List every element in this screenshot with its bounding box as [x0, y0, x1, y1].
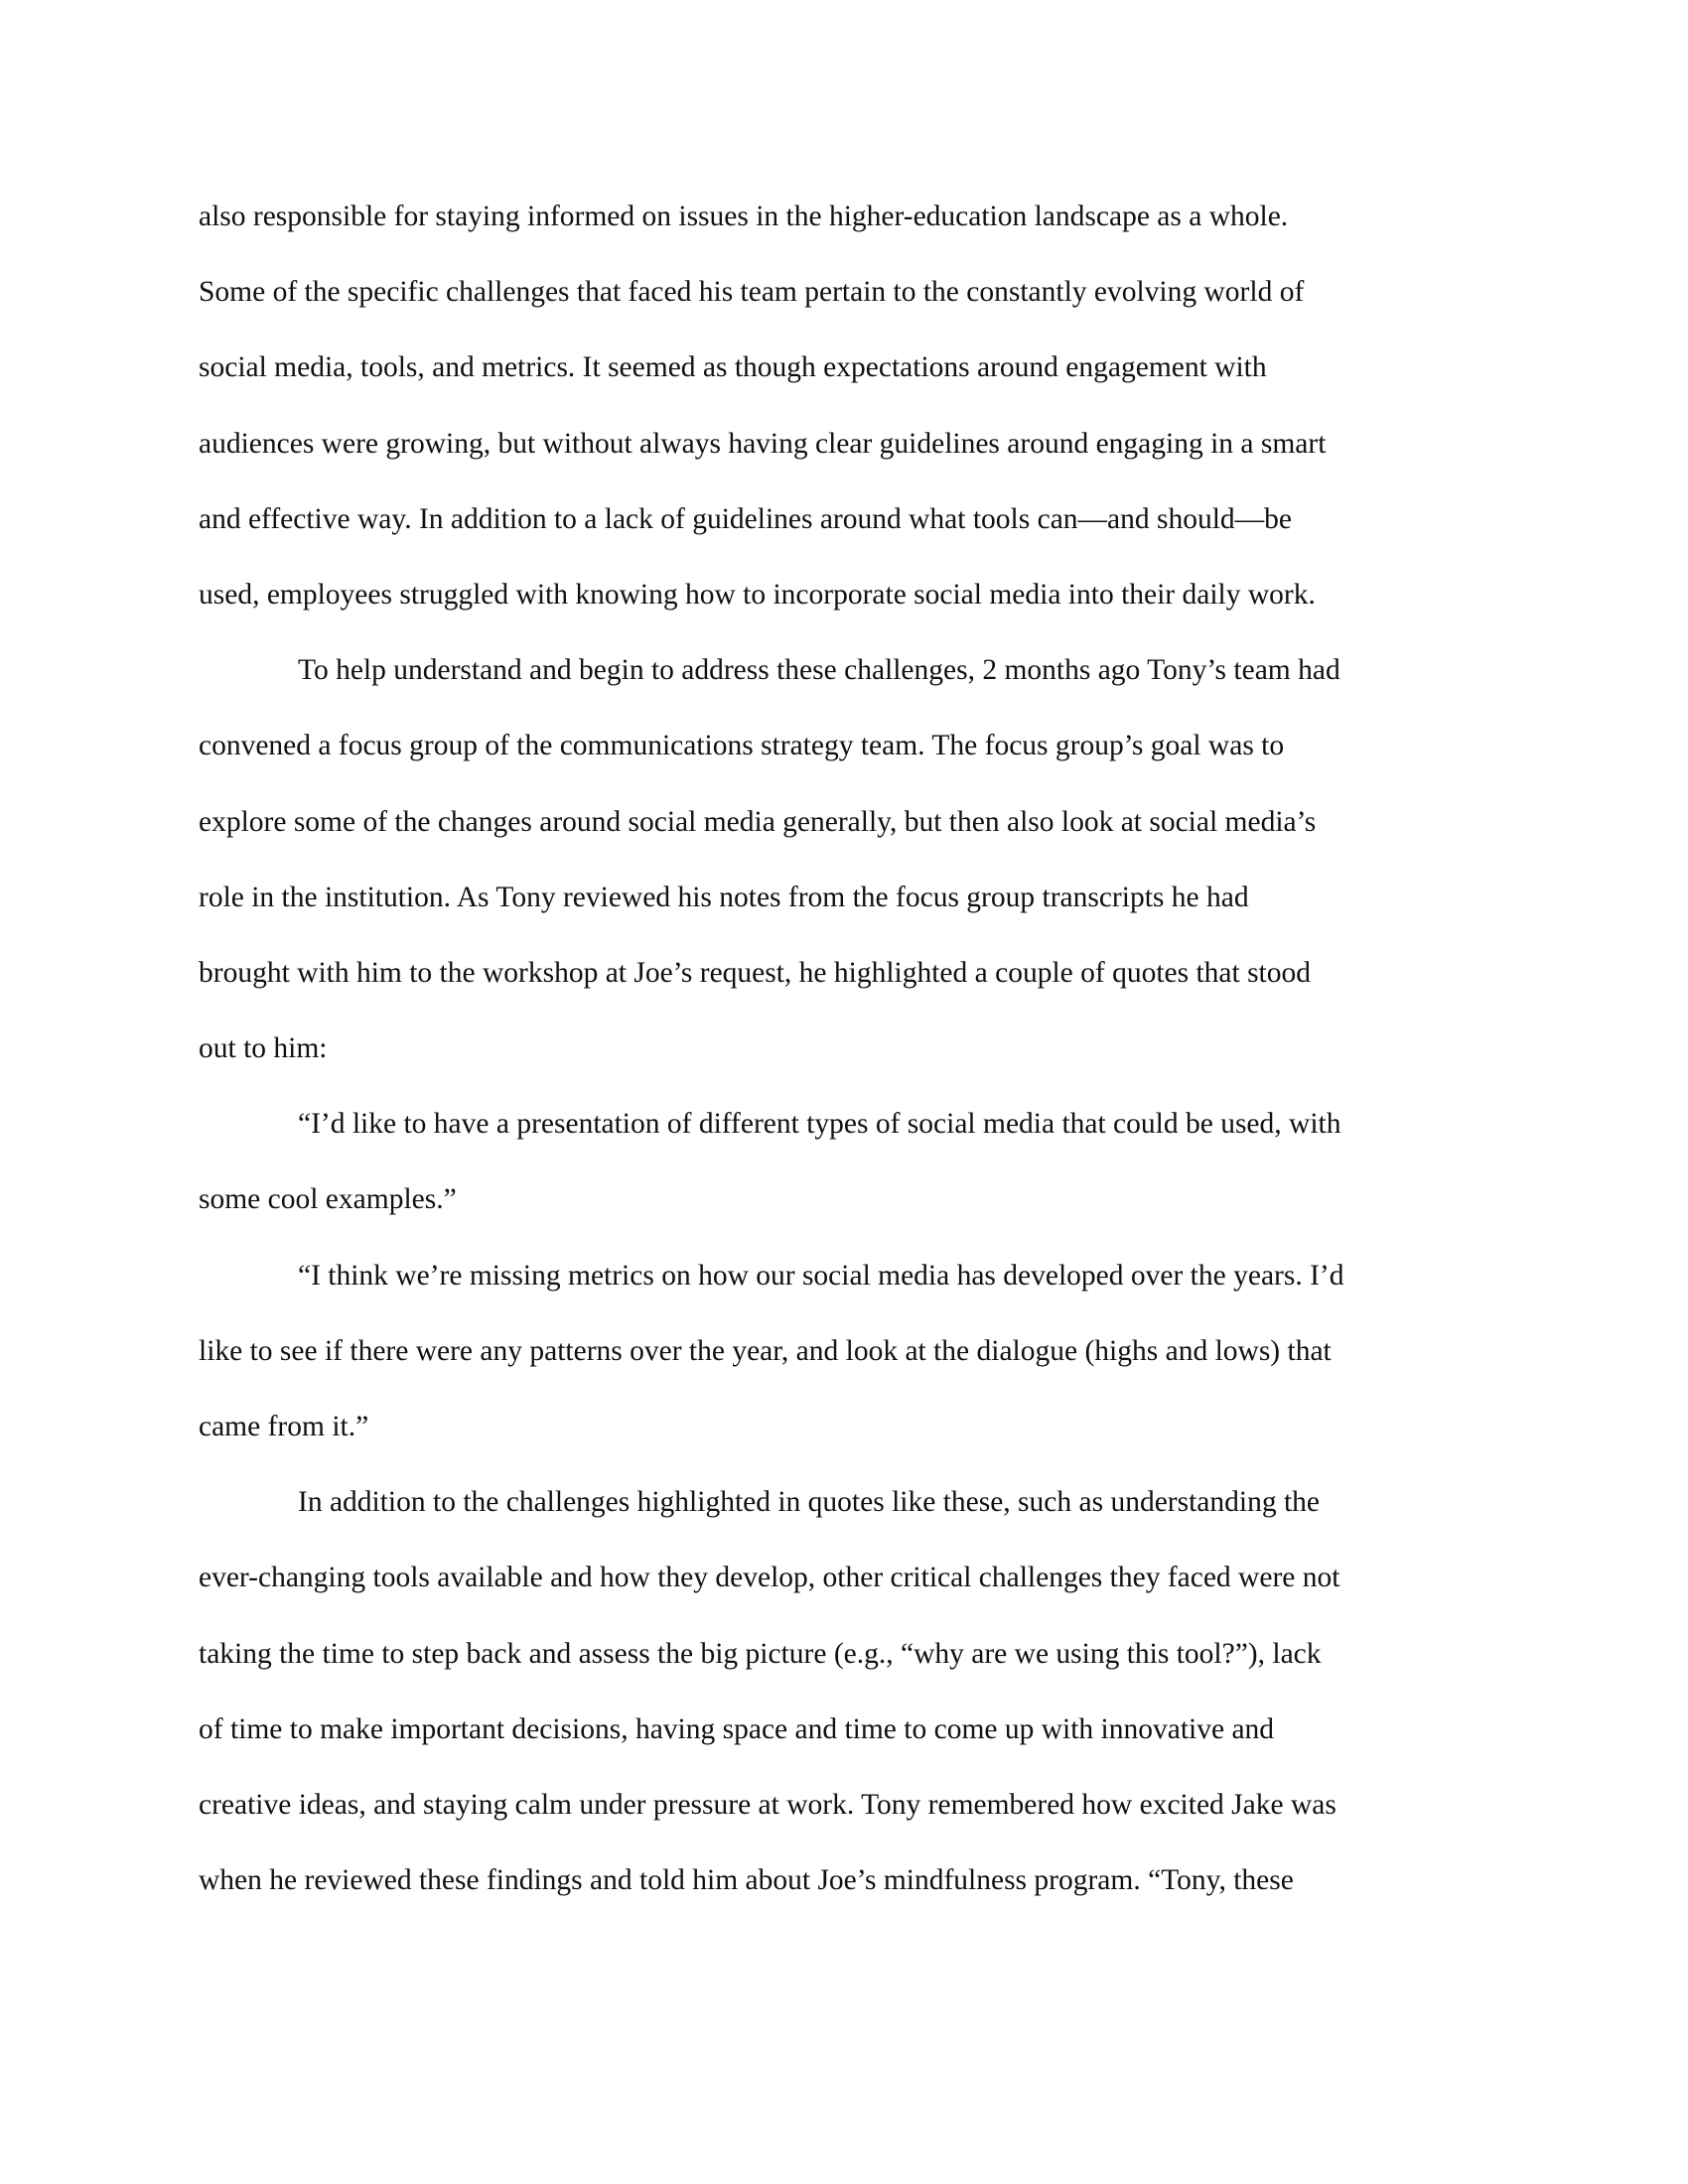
text-line: used, employees struggled with knowing how to incorporate social media into their daily work. [199, 578, 1316, 611]
text-line: role in the institution. As Tony reviewed his notes from the focus group transcripts he had [199, 881, 1249, 913]
text-line: when he reviewed these findings and told him about Joe’s mindfulness program. “Tony, these [199, 1864, 1294, 1897]
text-line: ever-changing tools available and how they develop, other critical challenges they faced were not [199, 1562, 1340, 1594]
text-line: brought with him to the workshop at Joe’s request, he highlighted a couple of quotes that stood [199, 956, 1312, 989]
text-line: also responsible for staying informed on issues in the higher-education landscape as a whole. [199, 201, 1289, 232]
text-line: creative ideas, and staying calm under pressure at work. Tony remembered how excited Jake was [199, 1788, 1336, 1821]
text-line: explore some of the changes around social media generally, but then also look at social media’s [199, 805, 1317, 838]
paragraph-first-line: To help understand and begin to address these challenges, 2 months ago Tony’s team had [298, 654, 1340, 687]
text-line: of time to make important decisions, having space and time to come up with innovative and [199, 1712, 1275, 1745]
text-line: came from it.” [199, 1411, 369, 1442]
text-line: out to him: [199, 1032, 328, 1065]
body-text [199, 195, 1489, 1934]
paragraph-first-line: In addition to the challenges highlighted in quotes like these, such as understanding the [298, 1486, 1320, 1519]
text-line: social media, tools, and metrics. It seemed as though expectations around engagement with [199, 351, 1267, 384]
quote-first-line: “I’d like to have a presentation of different types of social media that could be used, with [298, 1108, 1341, 1141]
text-line: taking the time to step back and assess the big picture (e.g., “why are we using this tool?”), lack [199, 1637, 1322, 1670]
text-line: some cool examples.” [199, 1183, 457, 1216]
text-line: audiences were growing, but without always having clear guidelines around engaging in a smart [199, 427, 1327, 460]
text-line: and effective way. In addition to a lack of guidelines around what tools can—and should—be [199, 502, 1293, 535]
quote-first-line: “I think we’re missing metrics on how our social media has developed over the years. I’d [298, 1259, 1344, 1292]
text-line: convened a focus group of the communications strategy team. The focus group’s goal was to [199, 730, 1285, 762]
text-line: Some of the specific challenges that faced his team pertain to the constantly evolving world of [199, 276, 1305, 309]
text-line: like to see if there were any patterns over the year, and look at the dialogue (highs and lows) that [199, 1334, 1332, 1367]
